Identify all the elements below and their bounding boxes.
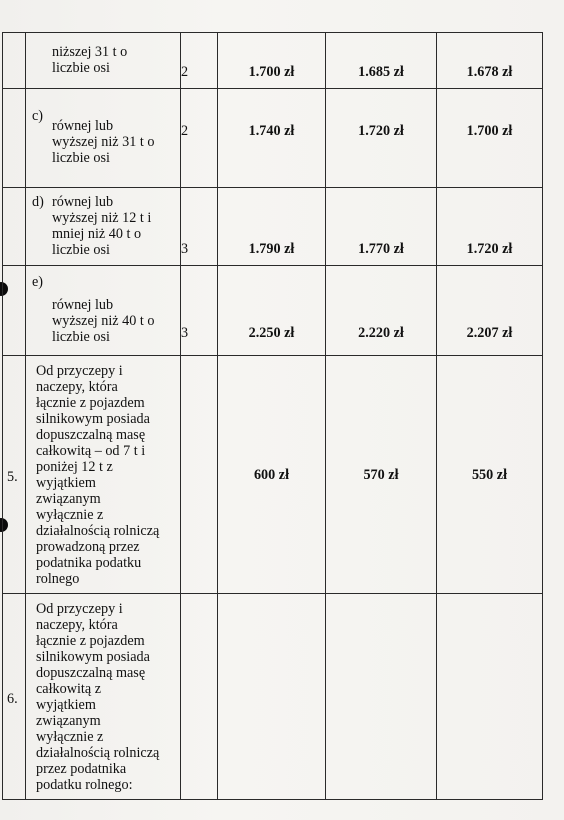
- description-line: dopuszczalną masę: [36, 427, 146, 443]
- row-number-cell: [3, 594, 26, 800]
- rate-amount: 1.678 zł: [437, 33, 543, 89]
- description-line: silnikowym posiada: [36, 411, 150, 427]
- table-row: [3, 188, 543, 266]
- rate-amount: 550 zł: [437, 356, 543, 594]
- description-line: liczbie osi: [52, 329, 110, 345]
- rate-amount: 2.220 zł: [326, 266, 437, 356]
- table-row: [3, 266, 543, 356]
- row-number-cell: [3, 89, 26, 188]
- table-row: [3, 33, 543, 89]
- rate-amount: 2.250 zł: [218, 266, 326, 356]
- description-line: liczbie osi: [52, 150, 110, 166]
- description-line: działalnością rolniczą: [36, 745, 160, 761]
- rate-amount: 1.770 zł: [326, 188, 437, 266]
- axle-count: 2: [181, 33, 218, 89]
- description-cell: [26, 594, 181, 800]
- description-line: równej lub: [52, 297, 114, 313]
- description-line: wyższej niż 31 t o: [52, 134, 155, 150]
- description-line: dopuszczalną masę: [36, 665, 146, 681]
- rate-amount: 1.790 zł: [218, 188, 326, 266]
- description-cell: [26, 266, 181, 356]
- row-number-cell: [3, 356, 26, 594]
- rate-amount: [218, 594, 326, 800]
- rate-amount: [437, 594, 543, 800]
- rate-amount: 1.685 zł: [326, 33, 437, 89]
- description-line: podatnika podatku: [36, 555, 142, 571]
- description-line: łącznie z pojazdem: [36, 395, 145, 411]
- axle-count: 3: [181, 188, 218, 266]
- description-line: naczepy, która: [36, 379, 118, 395]
- description-line: naczepy, która: [36, 617, 118, 633]
- description-cell: [26, 33, 181, 89]
- rate-amount: 600 zł: [218, 356, 326, 594]
- description-line: działalnością rolniczą: [36, 523, 160, 539]
- rate-amount: 1.700 zł: [437, 89, 543, 188]
- row-number-cell: [3, 188, 26, 266]
- rate-amount: 1.720 zł: [437, 188, 543, 266]
- description-cell: [26, 188, 181, 266]
- description-cell: [26, 356, 181, 594]
- rate-amount: 1.720 zł: [326, 89, 437, 188]
- item-letter: c): [32, 108, 44, 124]
- description-line: wyłącznie z: [36, 729, 104, 745]
- rate-amount: 1.740 zł: [218, 89, 326, 188]
- description-line: równej lub: [52, 193, 114, 210]
- rate-amount: [326, 594, 437, 800]
- description-line: wyjątkiem: [36, 475, 96, 491]
- description-line: silnikowym posiada: [36, 649, 150, 665]
- table-row: [3, 356, 543, 594]
- item-letter: e): [32, 274, 44, 290]
- description-line: związanym: [36, 491, 101, 507]
- rate-amount: 1.700 zł: [218, 33, 326, 89]
- description-line: liczbie osi: [52, 241, 110, 258]
- table-row: [3, 89, 543, 188]
- description-cell: [26, 89, 181, 188]
- table-row: [3, 594, 543, 800]
- description-line: wyłącznie z: [36, 507, 104, 523]
- description-line: całkowitą z: [36, 681, 101, 697]
- row-number: 6.: [7, 690, 18, 707]
- axle-count: [181, 594, 218, 800]
- description-line: prowadzoną przez: [36, 539, 140, 555]
- description-line: całkowitą – od 7 t i: [36, 443, 146, 459]
- description-line: Od przyczepy i: [36, 363, 123, 379]
- description-line: związanym: [36, 713, 101, 729]
- description-line: niższej 31 t o: [52, 44, 128, 60]
- row-number: 5.: [7, 468, 18, 485]
- row-number-cell: [3, 266, 26, 356]
- item-letter: d): [32, 193, 44, 210]
- tax-rate-table: [2, 32, 543, 800]
- description-line: równej lub: [52, 118, 114, 134]
- row-number-cell: [3, 33, 26, 89]
- description-line: rolnego: [36, 571, 80, 587]
- description-line: wyjątkiem: [36, 697, 96, 713]
- description-line: mniej niż 40 t o: [52, 225, 142, 242]
- description-line: liczbie osi: [52, 60, 110, 76]
- description-line: Od przyczepy i: [36, 601, 123, 617]
- description-line: poniżej 12 t z: [36, 459, 113, 475]
- description-line: podatku rolnego:: [36, 777, 133, 793]
- rate-amount: 570 zł: [326, 356, 437, 594]
- rate-amount: 2.207 zł: [437, 266, 543, 356]
- axle-count: 3: [181, 266, 218, 356]
- description-line: łącznie z pojazdem: [36, 633, 145, 649]
- description-line: wyższej niż 40 t o: [52, 313, 155, 329]
- description-line: przez podatnika: [36, 761, 127, 777]
- axle-count: [181, 356, 218, 594]
- axle-count: 2: [181, 89, 218, 188]
- description-line: wyższej niż 12 t i: [52, 209, 152, 226]
